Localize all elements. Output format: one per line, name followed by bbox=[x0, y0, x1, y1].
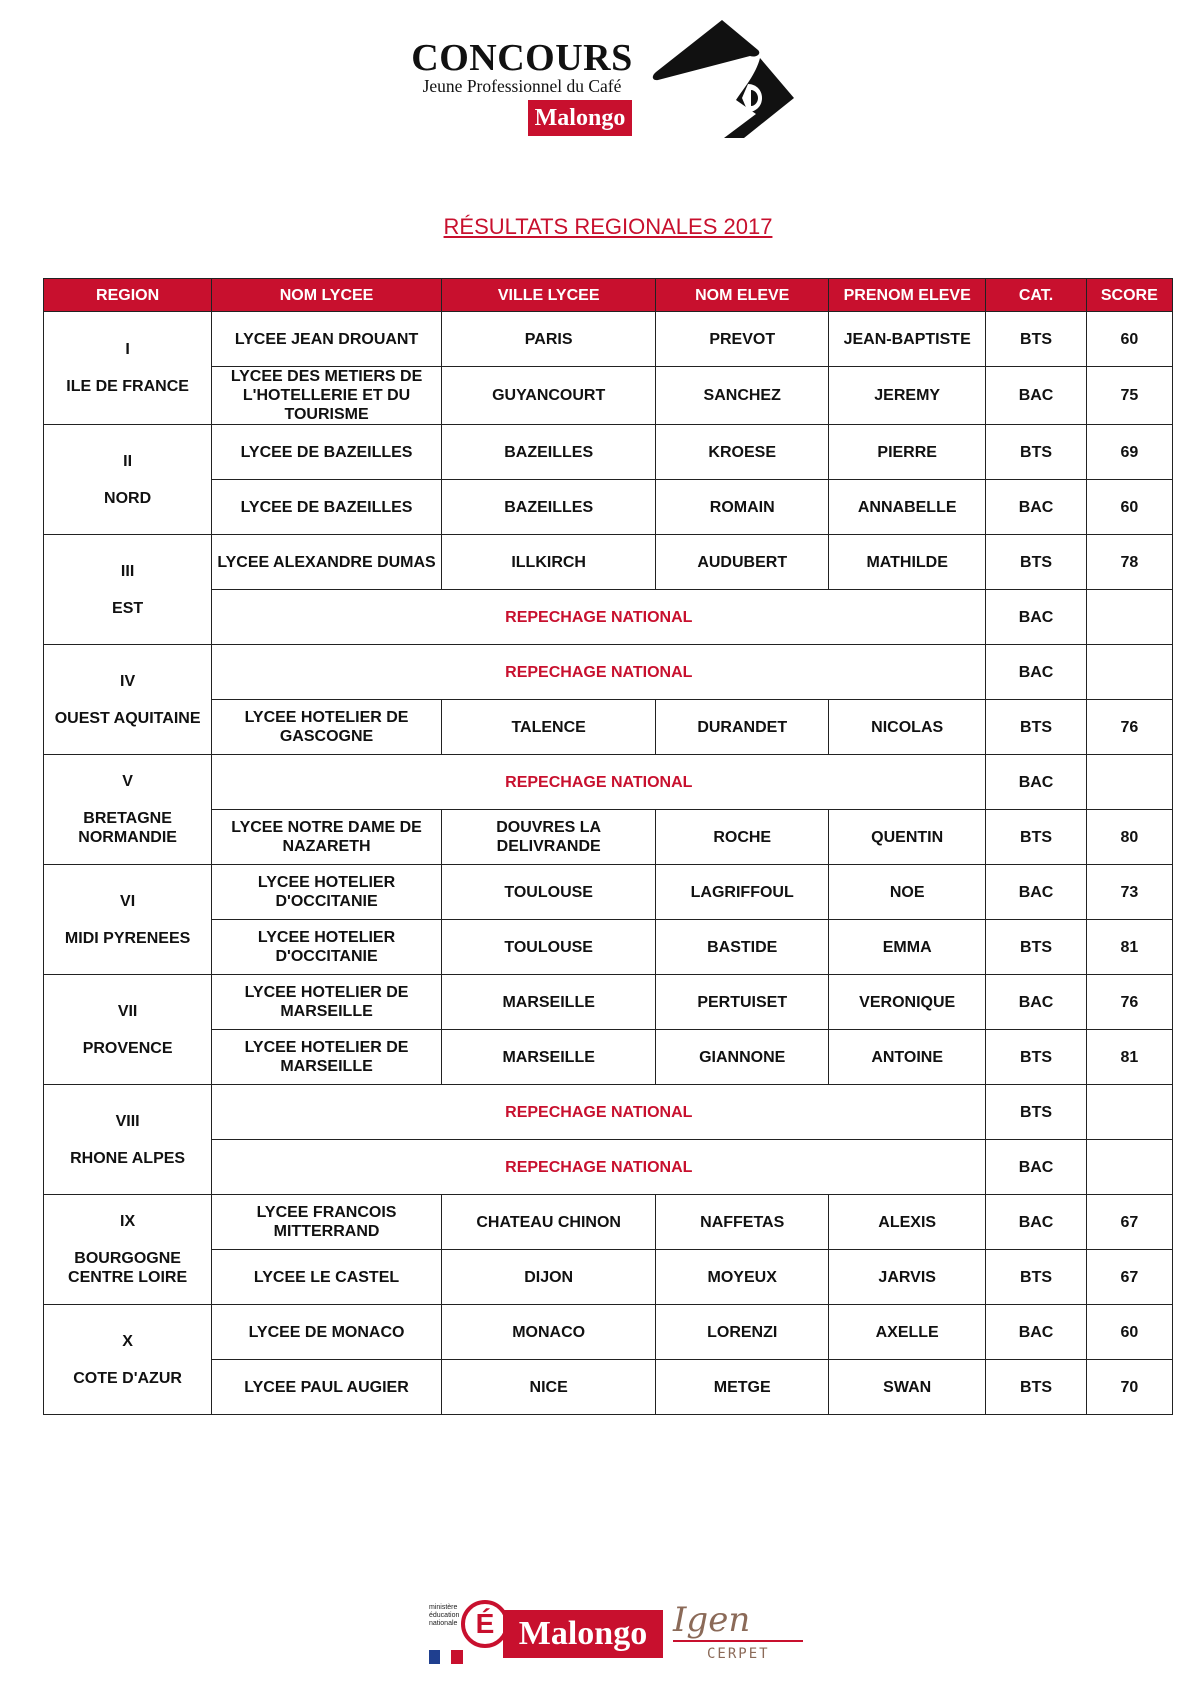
cerpet-logo: CERPET bbox=[707, 1646, 770, 1662]
region-cell bbox=[44, 312, 212, 425]
category-cell: BTS bbox=[986, 425, 1086, 480]
score-cell: 81 bbox=[1086, 1030, 1172, 1085]
student-firstname-cell: SWAN bbox=[828, 1360, 985, 1415]
city-cell: TOULOUSE bbox=[441, 920, 656, 975]
city-cell: BAZEILLES bbox=[441, 425, 656, 480]
student-firstname-cell: AXELLE bbox=[828, 1305, 985, 1360]
category-cell: BAC bbox=[986, 975, 1086, 1030]
category-cell: BAC bbox=[986, 367, 1086, 425]
table-row bbox=[44, 1250, 1173, 1305]
column-header: SCORE bbox=[1086, 279, 1172, 312]
french-flag-icon bbox=[429, 1650, 463, 1664]
region-number: I bbox=[125, 341, 130, 358]
student-lastname-cell: BASTIDE bbox=[656, 920, 829, 975]
region-number: V bbox=[122, 773, 133, 790]
student-firstname-cell: JARVIS bbox=[828, 1250, 985, 1305]
category-cell: BTS bbox=[986, 810, 1086, 865]
cerpet-divider bbox=[673, 1640, 803, 1642]
student-firstname-cell: ANNABELLE bbox=[828, 480, 985, 535]
results-body bbox=[44, 312, 1173, 1415]
student-lastname-cell: MOYEUX bbox=[656, 1250, 829, 1305]
region-name: COTE D'AZUR bbox=[73, 1369, 182, 1387]
score-cell: 81 bbox=[1086, 920, 1172, 975]
score-cell: 73 bbox=[1086, 865, 1172, 920]
category-cell: BTS bbox=[986, 535, 1086, 590]
table-row bbox=[44, 1140, 1173, 1195]
score-cell: 60 bbox=[1086, 1305, 1172, 1360]
lycee-cell: LYCEE DES METIERS DE L'HOTELLERIE ET DU TOURISME bbox=[212, 367, 442, 425]
table-row bbox=[44, 645, 1173, 700]
student-firstname-cell: NOE bbox=[828, 865, 985, 920]
student-lastname-cell: ROMAIN bbox=[656, 480, 829, 535]
table-row bbox=[44, 1195, 1173, 1250]
region-number: II bbox=[123, 452, 133, 470]
region-cell bbox=[44, 1195, 212, 1305]
logo-subtitle: Jeune Professionnel du Café bbox=[422, 76, 622, 96]
score-cell: 67 bbox=[1086, 1250, 1172, 1305]
table-row bbox=[44, 367, 1173, 425]
city-cell: MONACO bbox=[441, 1305, 656, 1360]
column-header: CAT. bbox=[986, 279, 1086, 312]
region-name: PROVENCE bbox=[82, 1039, 173, 1057]
region-name: EST bbox=[112, 599, 144, 617]
student-firstname-cell: PIERRE bbox=[828, 425, 985, 480]
student-firstname-cell: EMMA bbox=[828, 920, 985, 975]
city-cell: TALENCE bbox=[441, 700, 656, 755]
lycee-cell: LYCEE DE BAZEILLES bbox=[212, 480, 442, 535]
lycee-cell: LYCEE HOTELIER DE MARSEILLE bbox=[212, 975, 442, 1030]
category-cell: BAC bbox=[986, 1305, 1086, 1360]
region-name: RHONE ALPES bbox=[70, 1149, 186, 1167]
student-lastname-cell: ROCHE bbox=[656, 810, 829, 865]
category-cell: BAC bbox=[986, 480, 1086, 535]
category-cell: BTS bbox=[986, 1250, 1086, 1305]
results-table bbox=[43, 278, 1173, 1415]
city-cell: MARSEILLE bbox=[441, 975, 656, 1030]
city-cell: TOULOUSE bbox=[441, 865, 656, 920]
logo-title: CONCOURS bbox=[411, 37, 633, 79]
table-row bbox=[44, 755, 1173, 810]
student-lastname-cell: DURANDET bbox=[656, 700, 829, 755]
score-cell: 70 bbox=[1086, 1360, 1172, 1415]
region-name: MIDI PYRENEES bbox=[64, 929, 191, 947]
region-name: OUEST AQUITAINE bbox=[54, 709, 201, 727]
student-lastname-cell: KROESE bbox=[656, 425, 829, 480]
lycee-cell: LYCEE PAUL AUGIER bbox=[212, 1360, 442, 1415]
category-cell: BAC bbox=[986, 645, 1086, 700]
student-firstname-cell: JEAN-BAPTISTE bbox=[828, 312, 985, 367]
student-firstname-cell: VERONIQUE bbox=[828, 975, 985, 1030]
city-cell: GUYANCOURT bbox=[441, 367, 656, 425]
score-cell: 76 bbox=[1086, 700, 1172, 755]
page-title: RÉSULTATS REGIONALES 2017 bbox=[443, 214, 773, 239]
footer-malongo-logo: Malongo bbox=[503, 1610, 663, 1658]
table-row bbox=[44, 312, 1173, 367]
lycee-cell: LYCEE HOTELIER D'OCCITANIE bbox=[212, 920, 442, 975]
student-lastname-cell: AUDUBERT bbox=[656, 535, 829, 590]
city-cell: MARSEILLE bbox=[441, 1030, 656, 1085]
table-row bbox=[44, 1030, 1173, 1085]
lycee-cell: LYCEE DE BAZEILLES bbox=[212, 425, 442, 480]
city-cell: ILLKIRCH bbox=[441, 535, 656, 590]
table-row bbox=[44, 425, 1173, 480]
table-row bbox=[44, 1360, 1173, 1415]
score-cell: 67 bbox=[1086, 1195, 1172, 1250]
lycee-cell: LYCEE JEAN DROUANT bbox=[212, 312, 442, 367]
region-number: IV bbox=[120, 672, 136, 690]
column-header: REGION bbox=[44, 279, 212, 312]
lycee-cell: LYCEE ALEXANDRE DUMAS bbox=[212, 535, 442, 590]
student-lastname-cell: PREVOT bbox=[656, 312, 829, 367]
score-cell: 75 bbox=[1086, 367, 1172, 425]
student-lastname-cell: GIANNONE bbox=[656, 1030, 829, 1085]
footer-logos bbox=[425, 1592, 815, 1682]
category-cell: BAC bbox=[986, 865, 1086, 920]
category-cell: BAC bbox=[986, 1195, 1086, 1250]
repechage-cell: REPECHAGE NATIONAL bbox=[212, 1085, 986, 1140]
column-header: NOM ELEVE bbox=[656, 279, 829, 312]
table-row bbox=[44, 590, 1173, 645]
region-cell bbox=[44, 1305, 212, 1415]
score-cell: 69 bbox=[1086, 425, 1172, 480]
score-cell: 78 bbox=[1086, 535, 1172, 590]
column-header: PRENOM ELEVE bbox=[828, 279, 985, 312]
city-cell: BAZEILLES bbox=[441, 480, 656, 535]
region-cell bbox=[44, 1085, 212, 1195]
table-row bbox=[44, 1085, 1173, 1140]
table-row bbox=[44, 1305, 1173, 1360]
table-row bbox=[44, 810, 1173, 865]
repechage-cell: REPECHAGE NATIONAL bbox=[212, 645, 986, 700]
student-lastname-cell: LORENZI bbox=[656, 1305, 829, 1360]
table-row bbox=[44, 865, 1173, 920]
region-number: VI bbox=[120, 892, 136, 910]
student-firstname-cell: NICOLAS bbox=[828, 700, 985, 755]
score-cell: 60 bbox=[1086, 312, 1172, 367]
category-cell: BTS bbox=[986, 1030, 1086, 1085]
score-cell bbox=[1086, 645, 1172, 700]
lycee-cell: LYCEE DE MONACO bbox=[212, 1305, 442, 1360]
category-cell: BTS bbox=[986, 1085, 1086, 1140]
city-cell: PARIS bbox=[441, 312, 656, 367]
repechage-cell: REPECHAGE NATIONAL bbox=[212, 590, 986, 645]
malongo-logo: Malongo bbox=[528, 100, 632, 136]
repechage-cell: REPECHAGE NATIONAL bbox=[212, 1140, 986, 1195]
coffee-cup-icon bbox=[652, 18, 802, 138]
table-row bbox=[44, 535, 1173, 590]
region-name: ILE DE FRANCE bbox=[66, 378, 189, 395]
city-cell: DIJON bbox=[441, 1250, 656, 1305]
city-cell: DOUVRES LA DELIVRANDE bbox=[441, 810, 656, 865]
lycee-cell: LYCEE HOTELIER DE GASCOGNE bbox=[212, 700, 442, 755]
category-cell: BTS bbox=[986, 1360, 1086, 1415]
category-cell: BTS bbox=[986, 700, 1086, 755]
score-cell: 80 bbox=[1086, 810, 1172, 865]
table-row bbox=[44, 975, 1173, 1030]
lycee-cell: LYCEE FRANCOIS MITTERRAND bbox=[212, 1195, 442, 1250]
region-number: III bbox=[120, 562, 135, 580]
student-lastname-cell: SANCHEZ bbox=[656, 367, 829, 425]
region-number: IX bbox=[120, 1213, 136, 1230]
student-firstname-cell: QUENTIN bbox=[828, 810, 985, 865]
region-name: BOURGOGNE CENTRE LOIRE bbox=[68, 1250, 188, 1286]
ministry-logo: ministère éducation nationale bbox=[429, 1604, 460, 1627]
category-cell: BAC bbox=[986, 1140, 1086, 1195]
lycee-cell: LYCEE HOTELIER D'OCCITANIE bbox=[212, 865, 442, 920]
region-cell bbox=[44, 645, 212, 755]
region-cell bbox=[44, 535, 212, 645]
score-cell bbox=[1086, 1140, 1172, 1195]
student-lastname-cell: LAGRIFFOUL bbox=[656, 865, 829, 920]
score-cell: 60 bbox=[1086, 480, 1172, 535]
category-cell: BAC bbox=[986, 590, 1086, 645]
table-row bbox=[44, 700, 1173, 755]
region-cell bbox=[44, 865, 212, 975]
score-cell bbox=[1086, 755, 1172, 810]
student-lastname-cell: PERTUISET bbox=[656, 975, 829, 1030]
score-cell bbox=[1086, 590, 1172, 645]
region-number: VII bbox=[117, 1002, 138, 1020]
table-row bbox=[44, 920, 1173, 975]
education-e-icon: É bbox=[461, 1600, 509, 1648]
student-firstname-cell: ANTOINE bbox=[828, 1030, 985, 1085]
category-cell: BAC bbox=[986, 755, 1086, 810]
region-cell bbox=[44, 425, 212, 535]
student-firstname-cell: JEREMY bbox=[828, 367, 985, 425]
table-row bbox=[44, 480, 1173, 535]
column-header: VILLE LYCEE bbox=[441, 279, 656, 312]
concours-logo bbox=[410, 18, 810, 140]
category-cell: BTS bbox=[986, 920, 1086, 975]
region-name: BRETAGNE NORMANDIE bbox=[78, 810, 177, 846]
table-header-row bbox=[44, 279, 1173, 312]
student-lastname-cell: METGE bbox=[656, 1360, 829, 1415]
column-header: NOM LYCEE bbox=[212, 279, 442, 312]
region-cell bbox=[44, 975, 212, 1085]
lycee-cell: LYCEE HOTELIER DE MARSEILLE bbox=[212, 1030, 442, 1085]
score-cell: 76 bbox=[1086, 975, 1172, 1030]
city-cell: CHATEAU CHINON bbox=[441, 1195, 656, 1250]
lycee-cell: LYCEE LE CASTEL bbox=[212, 1250, 442, 1305]
lycee-cell: LYCEE NOTRE DAME DE NAZARETH bbox=[212, 810, 442, 865]
region-cell bbox=[44, 755, 212, 865]
region-name: NORD bbox=[104, 489, 152, 507]
repechage-cell: REPECHAGE NATIONAL bbox=[212, 755, 986, 810]
region-number: VIII bbox=[115, 1112, 140, 1130]
city-cell: NICE bbox=[441, 1360, 656, 1415]
score-cell bbox=[1086, 1085, 1172, 1140]
igen-signature: Igen bbox=[673, 1600, 751, 1640]
region-number: X bbox=[122, 1332, 133, 1350]
student-firstname-cell: MATHILDE bbox=[828, 535, 985, 590]
student-firstname-cell: ALEXIS bbox=[828, 1195, 985, 1250]
category-cell: BTS bbox=[986, 312, 1086, 367]
student-lastname-cell: NAFFETAS bbox=[656, 1195, 829, 1250]
